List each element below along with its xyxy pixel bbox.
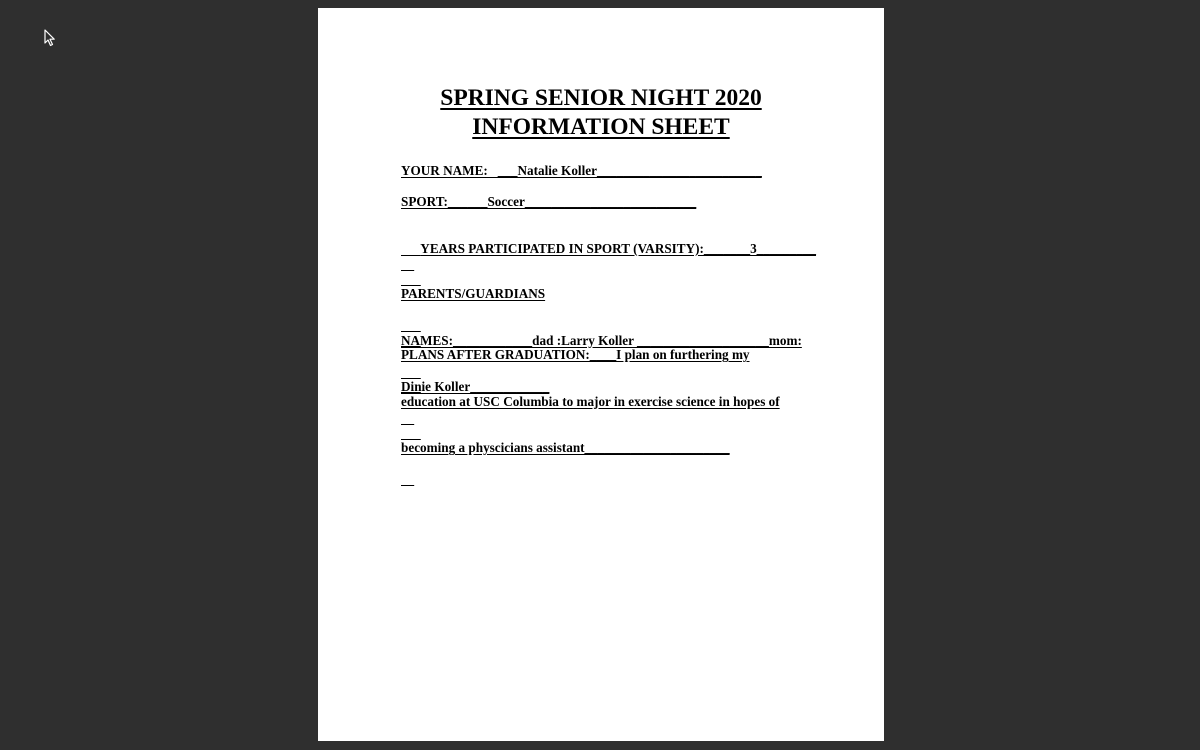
parents-label: PARENTS/GUARDIANS xyxy=(401,286,546,301)
parents-names-line: NAMES:____________dad :Larry Koller ____________________mom: xyxy=(401,332,802,348)
document-title xyxy=(318,84,884,142)
parents-names-continued: Dinie Koller____________ xyxy=(401,379,550,394)
plans-line-3: becoming a physcicians assistant______________________ xyxy=(401,440,730,455)
plans-after-graduation-field xyxy=(401,316,780,487)
plans-line-1: PLANS AFTER GRADUATION:____I plan on furthering my xyxy=(401,347,750,362)
sport-field: SPORT:______Soccer__________________________ xyxy=(401,194,697,209)
title-line-2: INFORMATION SHEET xyxy=(472,114,730,140)
your-name-field: YOUR NAME: ___Natalie Koller_________________________ xyxy=(401,163,762,178)
mouse-pointer-icon xyxy=(44,29,56,47)
years-participated-text: YEARS PARTICIPATED IN SPORT (VARSITY):_______3_________ xyxy=(420,240,817,256)
plans-line-2: education at USC Columbia to major in exercise science in hopes of xyxy=(401,393,780,409)
document-page xyxy=(318,8,884,741)
title-line-1: SPRING SENIOR NIGHT 2020 xyxy=(440,85,762,111)
